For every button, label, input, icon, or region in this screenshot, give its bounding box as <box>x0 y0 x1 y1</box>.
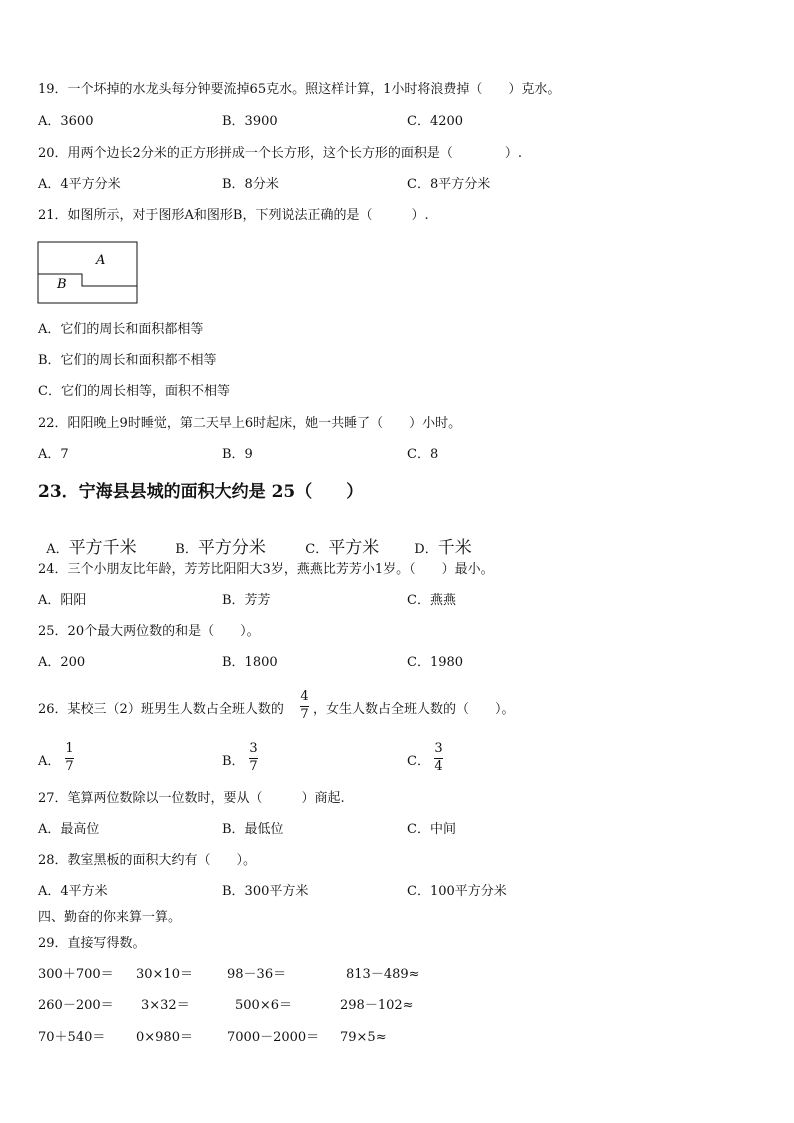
q23-option-b-letter: B． <box>175 542 198 557</box>
section4-title: 四、勤奋的你来算一算。 <box>38 910 182 925</box>
q29-r1-c4[interactable]: 813－489≈ <box>346 967 420 982</box>
q23-stem: 23．宁海县县城的面积大约是 25（ ） <box>38 482 364 502</box>
q20-option-c[interactable]: C．8平方分米 <box>407 177 491 192</box>
q29-r1-c3[interactable]: 98－36＝ <box>227 967 287 982</box>
q26-option-b-denominator: 7 <box>249 759 258 774</box>
q27-option-a[interactable]: A．最高位 <box>38 822 100 837</box>
q23-option-d-text: 千米 <box>437 538 472 558</box>
q25-option-a[interactable]: A．200 <box>38 655 86 670</box>
q26-option-c-numerator: 3 <box>434 741 443 756</box>
q21-option-a[interactable]: A．它们的周长和面积都相等 <box>38 322 204 337</box>
q19-stem: 19．一个坏掉的水龙头每分钟要流掉65克水。照这样计算，1小时将浪费掉（ ）克水。 <box>38 82 561 97</box>
q29-r2-c1[interactable]: 260－200＝ <box>38 998 114 1013</box>
q29-r1-c2[interactable]: 30×10＝ <box>136 967 193 982</box>
q21-figure-divider <box>38 274 137 286</box>
q23-option-b[interactable] <box>167 521 266 559</box>
q26-option-b-letter[interactable]: B． <box>222 754 245 769</box>
q23-option-a-text: 平方千米 <box>68 538 137 558</box>
q29-r3-c2[interactable]: 0×980＝ <box>136 1030 193 1045</box>
q23-option-c-text: 平方米 <box>328 538 380 558</box>
q29-r2-c4[interactable]: 298－102≈ <box>340 998 414 1013</box>
q26-option-a-denominator: 7 <box>65 759 74 774</box>
q19-option-c[interactable]: C．4200 <box>407 114 464 129</box>
q20-option-b[interactable]: B．8分米 <box>222 177 279 192</box>
q23-option-c-letter: C． <box>305 542 329 557</box>
q29-stem: 29．直接写得数。 <box>38 936 146 951</box>
q24-option-a[interactable]: A．阳阳 <box>38 593 87 608</box>
q26-option-b-fraction[interactable] <box>249 742 258 774</box>
q26-option-a-letter[interactable]: A． <box>38 754 61 769</box>
q26-stem-after: ，女生人数占全班人数的（ ）。 <box>313 702 515 717</box>
q26-stem-fraction-denominator: 7 <box>300 707 309 722</box>
q22-option-c[interactable]: C．8 <box>407 447 439 462</box>
q21-figure <box>36 240 140 306</box>
q23-option-d-letter: D． <box>414 542 438 557</box>
q28-option-b[interactable]: B．300平方米 <box>222 884 309 899</box>
q29-r1-c1[interactable]: 300＋700＝ <box>38 967 114 982</box>
q21-label-b: B <box>57 277 67 292</box>
q29-r2-c2[interactable]: 3×32＝ <box>141 998 190 1013</box>
q24-option-c[interactable]: C．燕燕 <box>407 593 456 608</box>
q26-stem-fraction <box>300 690 309 722</box>
q21-option-c[interactable]: C．它们的周长相等，面积不相等 <box>38 384 230 399</box>
q29-r3-c1[interactable]: 70＋540＝ <box>38 1030 106 1045</box>
q23-option-a-letter: A． <box>46 542 69 557</box>
q23-option-d[interactable] <box>406 521 472 559</box>
q28-stem: 28．教室黑板的面积大约有（ ）。 <box>38 853 257 868</box>
q20-option-a[interactable]: A．4平方分米 <box>38 177 121 192</box>
q27-option-b[interactable]: B．最低位 <box>222 822 284 837</box>
q26-option-c-letter[interactable]: C． <box>407 754 430 769</box>
q26-stem-before: 26．某校三（2）班男生人数占全班人数的 <box>38 702 284 717</box>
q28-option-a[interactable]: A．4平方米 <box>38 884 108 899</box>
q26-stem-fraction-numerator: 4 <box>300 689 309 704</box>
q19-option-b[interactable]: B．3900 <box>222 114 278 129</box>
q26-option-c-denominator: 4 <box>434 759 443 774</box>
q22-option-b[interactable]: B．9 <box>222 447 253 462</box>
q21-label-a: A <box>96 253 106 268</box>
q20-stem: 20．用两个边长2分米的正方形拼成一个长方形，这个长方形的面积是（ ）. <box>38 146 522 161</box>
q23-option-b-text: 平方分米 <box>197 538 266 558</box>
q26-option-b-numerator: 3 <box>249 741 258 756</box>
q29-r3-c4[interactable]: 79×5≈ <box>340 1030 387 1045</box>
q25-option-c[interactable]: C．1980 <box>407 655 464 670</box>
q28-option-c[interactable]: C．100平方分米 <box>407 884 507 899</box>
q27-option-c[interactable]: C．中间 <box>407 822 456 837</box>
q26-option-c-fraction[interactable] <box>434 742 443 774</box>
q29-r2-c3[interactable]: 500×6＝ <box>235 998 292 1013</box>
q25-option-b[interactable]: B．1800 <box>222 655 278 670</box>
q24-option-b[interactable]: B．芳芳 <box>222 593 271 608</box>
q23-option-c[interactable] <box>297 521 379 559</box>
q25-stem: 25．20个最大两位数的和是（ ）。 <box>38 624 260 639</box>
q21-figure-outline <box>38 242 137 303</box>
q29-r3-c3[interactable]: 7000－2000＝ <box>227 1030 320 1045</box>
q26-option-a-fraction[interactable] <box>65 742 74 774</box>
q19-option-a[interactable]: A．3600 <box>38 114 94 129</box>
q23-option-a[interactable] <box>38 521 137 559</box>
q26-option-a-numerator: 1 <box>65 741 74 756</box>
q21-stem: 21．如图所示，对于图形A和图形B，下列说法正确的是（ ）. <box>38 208 429 223</box>
q24-stem: 24．三个小朋友比年龄，芳芳比阳阳大3岁，燕燕比芳芳小1岁。（ ）最小。 <box>38 562 494 577</box>
q22-stem: 22．阳阳晚上9时睡觉，第二天早上6时起床，她一共睡了（ ）小时。 <box>38 416 462 431</box>
q21-option-b[interactable]: B．它们的周长和面积都不相等 <box>38 353 217 368</box>
q22-option-a[interactable]: A．7 <box>38 447 69 462</box>
q27-stem: 27．笔算两位数除以一位数时，要从（ ）商起. <box>38 791 345 806</box>
